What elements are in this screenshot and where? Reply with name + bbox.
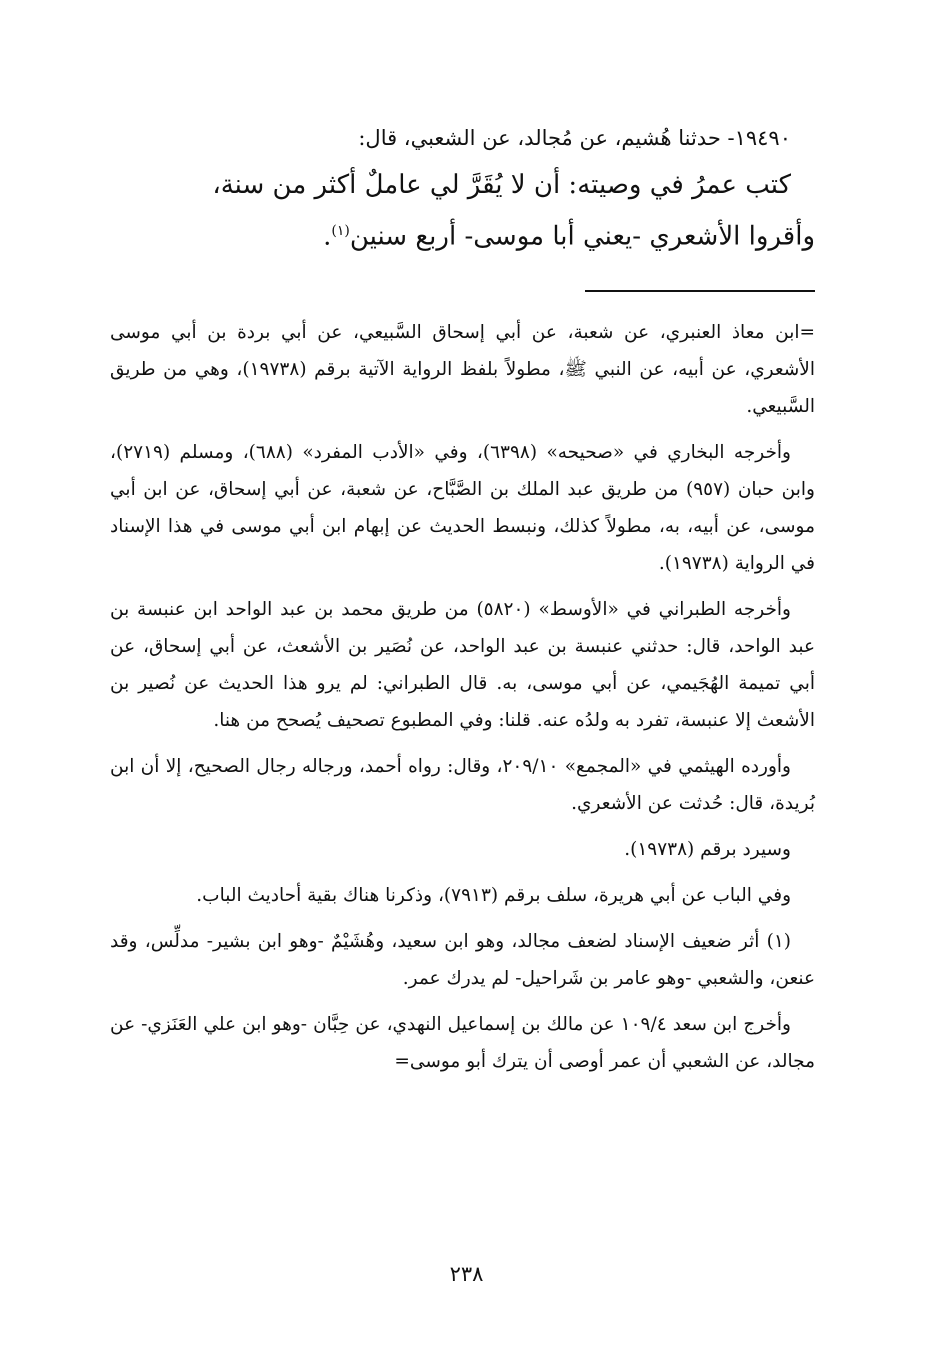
footnote-paragraph: =ابن معاذ العنبري، عن شعبة، عن أبي إسحاق السَّبيعي، عن أبي بردة بن أبي موسى الأشعري، عن أبيه، عن النبي ﷺ، مطولاً بلفظ الرواية الآتية برقم (١٩٧٣٨)، وهي من طريق السَّبيعي. bbox=[110, 321, 815, 417]
footnotes bbox=[110, 314, 815, 1080]
footnote-paragraph: وأخرج ابن سعد ١٠٩/٤ عن مالك بن إسماعيل النهدي، عن حِبَّان -وهو ابن علي العَنَزي- عن مجالد، عن الشعبي أن عمر أوصى أن يترك أبو موسى= bbox=[110, 1013, 815, 1072]
footnote-paragraph: وأورده الهيثمي في «المجمع» ٢٠٩/١٠، وقال: رواه أحمد، ورجاله رجال الصحيح، إلا أن ابن بُريدة، قال: حُدثت عن الأشعري. bbox=[110, 755, 815, 814]
footnote-paragraph: (١) أثر ضعيف الإسناد لضعف مجالد، وهو ابن سعيد، وهُشَيْمٌ -وهو ابن بشير- مدلِّس، وقد عنعن، والشعبي -وهو عامر بن شَراحيل- لم يدرك عمر. bbox=[110, 930, 815, 989]
footnote-reference[interactable]: (١) bbox=[331, 223, 350, 239]
footnote-paragraph: وفي الباب عن أبي هريرة، سلف برقم (٧٩١٣)، وذكرنا هناك بقية أحاديث الباب. bbox=[196, 884, 791, 906]
hadith-text bbox=[110, 162, 815, 260]
hadith-line-2-text: وأقروا الأشعري -يعني أبا موسى- أربع سنين bbox=[349, 221, 815, 252]
hadith-line-2 bbox=[110, 208, 815, 260]
footnote-paragraph: وسيرد برقم (١٩٧٣٨). bbox=[624, 838, 791, 860]
footnote-paragraph: وأخرجه البخاري في «صحيحه» (٦٣٩٨)، وفي «الأدب المفرد» (٦٨٨)، ومسلم (٢٧١٩)، وابن حبان (٩٥٧) من طريق عبد الملك بن الصَّبَّاح، عن شعبة، عن أبي إسحاق، عن ابن أبي موسى، عن أبيه، به، مطولاً كذلك، ونبسط الحديث عن إبهام ابن أبي موسى في هذا الإسناد في الرواية (١٩٧٣٨). bbox=[110, 441, 815, 574]
footnote-separator bbox=[585, 290, 815, 292]
page-number: ٢٣٨ bbox=[449, 1262, 484, 1286]
hadith-line-1: كتب عمرُ في وصيته: أن لا يُقَرَّ لي عاملٌ أكثر من سنة، bbox=[212, 170, 791, 200]
footnote-paragraph: وأخرجه الطبراني في «الأوسط» (٥٨٢٠) من طريق محمد بن عبد الواحد ابن عنبسة بن عبد الواحد، قال: حدثني عنبسة بن عبد الواحد، عن نُصَير بن الأشعث، عن أبي إسحاق، عن أبي تميمة الهُجَيمي، عن أبي موسى، به. قال الطبراني: لم يرو هذا الحديث عن نُصير بن الأشعث إلا عنبسة، تفرد به ولدُه عنه. قلنا: وفي المطبوع تصحيف يُصحح من هنا. bbox=[110, 598, 815, 731]
hadith-line-2-end: . bbox=[323, 221, 332, 252]
hadith-heading: ١٩٤٩٠- حدثنا هُشيم، عن مُجالد، عن الشعبي، قال: bbox=[358, 126, 791, 150]
